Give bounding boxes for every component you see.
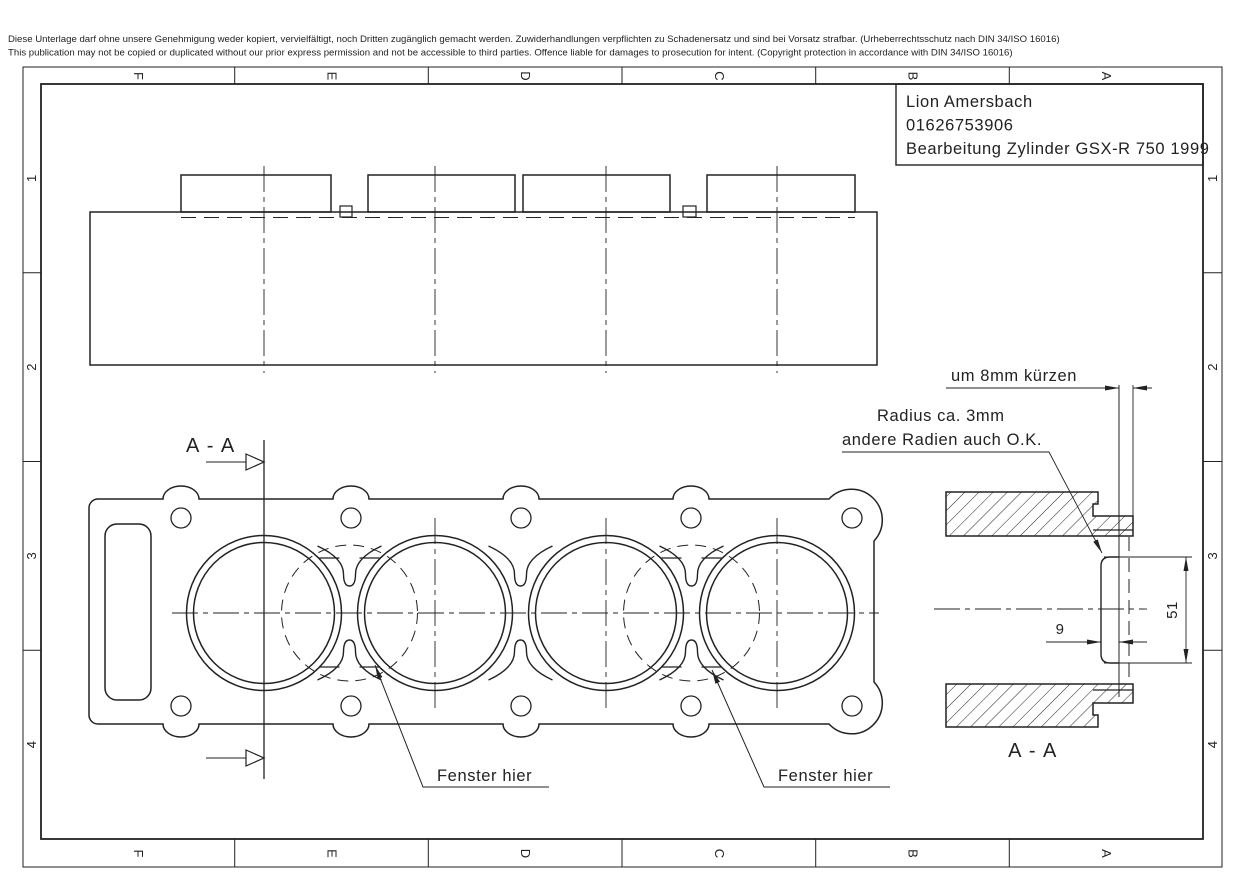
grid-letter: A xyxy=(1099,849,1115,858)
section-view xyxy=(842,367,1192,762)
dim-arrowhead xyxy=(1087,640,1101,645)
dim-shorten xyxy=(946,386,1152,391)
grid-number: 3 xyxy=(24,552,39,560)
grid-letter: A xyxy=(1099,71,1115,81)
copyright-line-de: Diese Unterlage darf ohne unsere Genehmigung weder kopiert, vervielfältigt, noch Dritten zugänglich gemacht werden. Zuwiderhandlungen verpflichten zu Schadenersatz und sind bei Vorsatz strafbar. (Urheberrechtsschutz nach DIN 34/ISO 16016) xyxy=(8,34,1060,45)
grid-number: 2 xyxy=(1205,363,1220,371)
shorten-note: um 8mm kürzen xyxy=(951,367,1078,385)
section-arrow-bottom xyxy=(246,750,264,766)
block-body-outline xyxy=(90,212,877,365)
window-edge-ticks xyxy=(320,558,722,667)
radius-note-line1: Radius ca. 3mm xyxy=(877,407,1005,425)
block-tabs xyxy=(181,175,855,212)
dim-arrowhead xyxy=(1133,386,1147,391)
grid-number: 4 xyxy=(1205,740,1220,749)
spigot-recess xyxy=(1101,557,1119,663)
grid-letter: C xyxy=(711,848,727,859)
dim-arrowhead xyxy=(1184,557,1189,571)
top-view-centerlines xyxy=(264,166,777,373)
bolt-holes xyxy=(171,508,862,716)
title-block xyxy=(896,84,1210,165)
plan-view xyxy=(89,486,882,737)
dim-recess-height-value: 51 xyxy=(1164,601,1181,619)
grid-number: 1 xyxy=(24,174,39,183)
window-note-right: Fenster hier xyxy=(778,767,874,785)
grid-number: 1 xyxy=(1205,174,1220,183)
top-view xyxy=(90,166,877,373)
section-label: A - A xyxy=(186,435,236,457)
grid-letter: C xyxy=(711,71,727,81)
flange-lip-edges xyxy=(1093,530,1133,690)
title-block-name: Lion Amersbach xyxy=(906,93,1033,111)
title-block-phone: 01626753906 xyxy=(906,116,1014,135)
section-view-label: A - A xyxy=(1008,740,1058,762)
dim-arrowhead xyxy=(1105,386,1119,391)
grid-letters-bottom xyxy=(131,849,1114,858)
grid-number: 3 xyxy=(1205,552,1220,560)
title-block-description: Bearbeitung Zylinder GSX-R 750 1999 xyxy=(906,140,1210,158)
gasket-outline xyxy=(89,486,882,737)
dim-arrowhead xyxy=(1184,649,1189,663)
dim-arrowhead xyxy=(1119,640,1133,645)
copyright-notice xyxy=(8,34,1060,59)
window-note-left: Fenster hier xyxy=(437,767,533,785)
section-cutting-plane xyxy=(206,440,264,779)
grid-letter: B xyxy=(905,71,921,81)
grid-number: 2 xyxy=(24,363,39,371)
dim-recess-depth xyxy=(1046,640,1147,645)
grid-letter: F xyxy=(130,849,146,858)
grid-letter: F xyxy=(130,72,146,80)
grid-letter: E xyxy=(324,849,340,858)
grid-letter: D xyxy=(518,848,534,859)
grid-letters-top xyxy=(131,71,1114,80)
copyright-line-en: This publication may not be copied or duplicated without our prior express permission and not be accessible to third parties. Offence liable for damages to prosecution for intent. (Copyright protection in accordance with DIN 34/ISO 16016) xyxy=(8,47,1013,59)
cam-chain-slot xyxy=(105,524,151,700)
grid-letter: B xyxy=(905,849,921,858)
leader-arrowhead xyxy=(1093,539,1102,553)
radius-note-line2: andere Radien auch O.K. xyxy=(842,431,1043,449)
grid-number: 4 xyxy=(24,740,39,749)
grid-letter: E xyxy=(324,71,340,81)
grid-letter: D xyxy=(518,71,534,81)
dim-recess-depth-value: 9 xyxy=(1055,621,1065,638)
window-note-right-group xyxy=(712,670,890,787)
section-arrow-top xyxy=(246,454,264,470)
